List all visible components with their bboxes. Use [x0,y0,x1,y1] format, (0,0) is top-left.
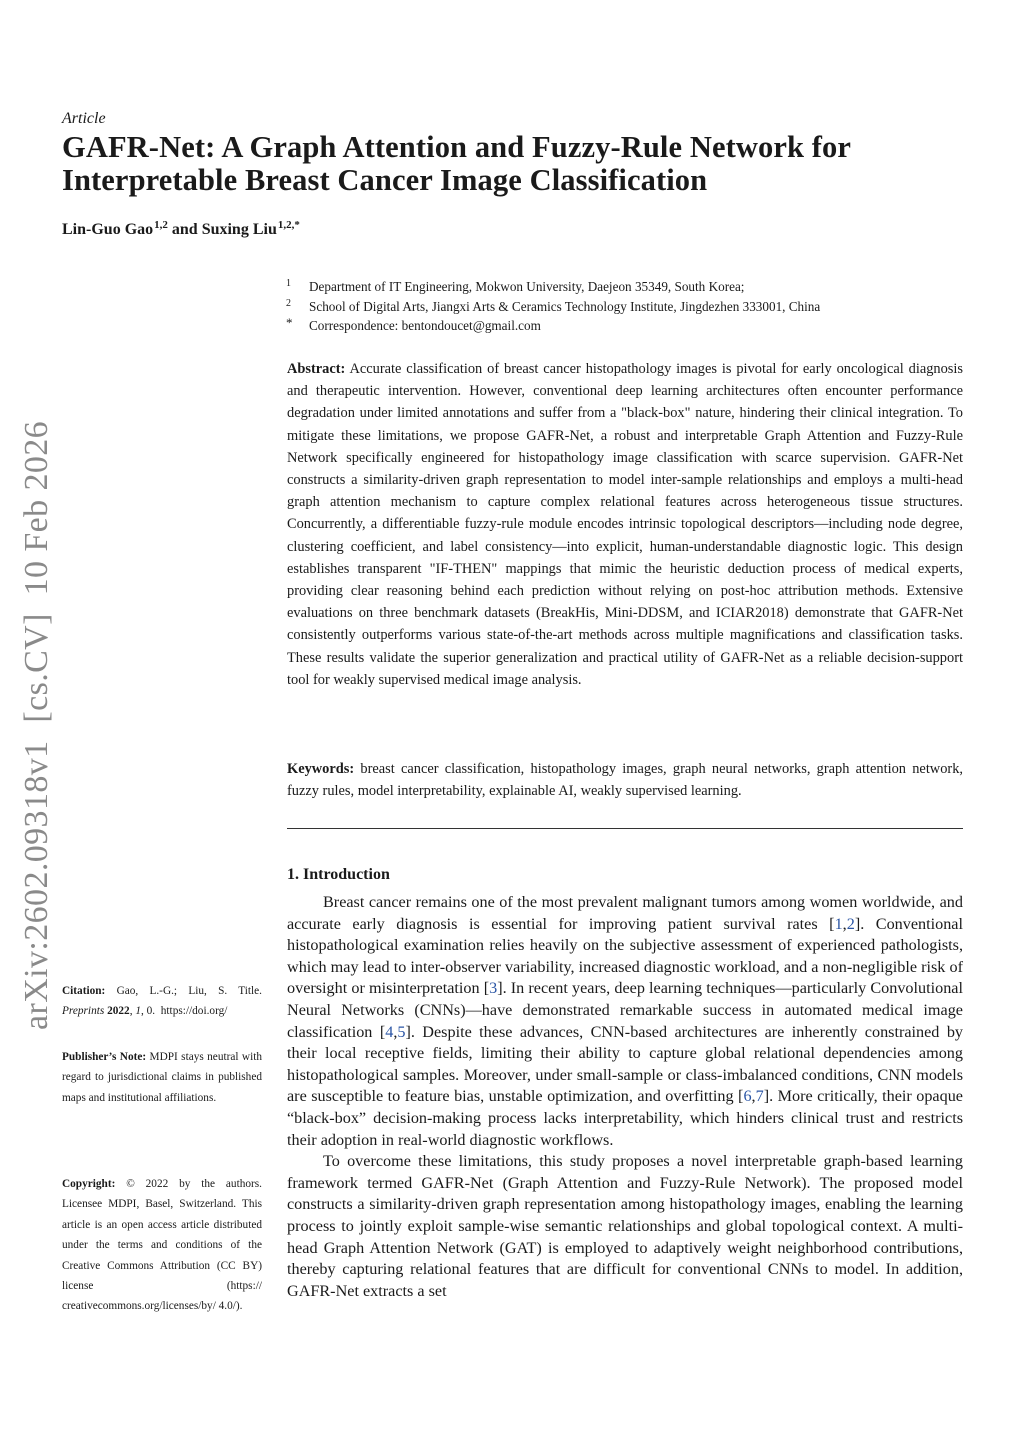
affiliation-item [286,316,966,336]
author-line [62,219,300,239]
publisher-note-label: Publisher’s Note: [62,1051,147,1063]
introduction-paragraph: To overcome these limitations, this study proposes a novel interpretable graph-based learning framework termed GAFR-Net (Graph Attention and Fuzzy-Rule Network). The proposed model constructs a similarity-driven graph representation among histopathology images, enabling the learning process to jointly exploit sample-wise semantic relationships and global topological context. A multi-head Graph Attention Network (GAT) is employed to adaptively weight neighborhood contributions, thereby capturing relational features that are difficult for conventional CNNs to model. In addition, GAFR-Net extracts a set [287,1152,963,1300]
author-affiliation-marks: 1,2 [154,219,168,231]
citation-journal: Preprints [62,1005,105,1018]
keywords-label: Keywords: [287,761,355,777]
citation-link[interactable]: 2 [846,914,855,933]
copyright-text: © 2022 by the authors. Licensee MDPI, Basel, Switzerland. This article is an open access article distributed under the terms and conditions of the Creative Commons Attribution (CC BY) license (https:// creativecommons.org/licenses/by/ 4.0/). [62,1178,262,1313]
affiliation-text: Department of IT Engineering, Mokwon University, Daejeon 35349, South Korea; [309,279,745,294]
citation-doi[interactable]: , 0. https://doi.org/ [141,1005,228,1018]
publisher-note-text: MDPI stays neutral with regard to jurisdictional claims in published maps and institutional affiliations. [62,1051,262,1104]
body-text: ]. In recent years, deep learning techniques—particularly Convolutional Neural Networks (CNNs)—have demonstrated remarkable success in automated medical image classification [ [287,979,963,1041]
author-connector: and [167,221,202,238]
affiliation-item [286,297,966,317]
body-text: ]. Despite these advances, CNN-based architectures are inherently constrained by their local receptive fields, limiting their ability to capture global relational dependencies among histopathological samples. Moreover, under small-sample or class-imbalanced conditions, CNN models are susceptible to feature bias, unstable optimization, and overfitting [ [287,1022,964,1106]
introduction-paragraph [287,892,963,1151]
citation-link[interactable]: 6 [743,1087,752,1106]
paper-title: GAFR-Net: A Graph Attention and Fuzzy-Rule Network for Interpretable Breast Cancer Image Classification [62,130,851,197]
body-text: , [842,914,847,933]
affiliation-mark: 2 [286,297,291,309]
citation-link[interactable]: 3 [489,979,498,998]
citation-label: Citation: [62,985,106,997]
body-text: Breast cancer remains one of the most prevalent malignant tumors among women worldwide, and accurate early diagnosis is essential for improving patient survival rates [ [287,893,963,933]
keywords-text: breast cancer classification, histopathology images, graph neural networks, graph attention network, fuzzy rules, model interpretability, explainable AI, weakly supervised learning. [287,761,963,800]
body-text: , [393,1022,398,1041]
section-heading: 1. Introduction [287,866,390,883]
abstract [287,358,963,691]
citation-year: 2022 [107,1005,130,1018]
introduction-body [287,892,963,1302]
body-text: ]. More critically, their opaque “black-box” decision-making process lacks interpretability, which hinders clinical trust and restricts their adoption in real-world diagnostic workflows. [287,1087,963,1149]
author-affiliation-marks: 1,2,* [277,219,300,231]
section-divider [287,828,963,829]
abstract-label: Abstract: [287,361,346,377]
keywords [287,758,963,802]
copyright-note [62,1174,262,1317]
body-text: ]. Conventional histopathological examination relies heavily on the subjective assessment of experienced pathologists, which may lead to inter-observer variability, increased diagnostic workload, and a non-negligible risk of oversight or misinterpretation [ [287,914,963,998]
author-name: Lin-Guo Gao [62,221,154,238]
copyright-label: Copyright: [62,1178,116,1190]
citation-link[interactable]: 4 [385,1022,394,1041]
abstract-text: Accurate classification of breast cancer histopathology images is pivotal for early oncological diagnosis and therapeutic intervention. However, conventional deep learning architectures often encounter performance degradation under limited annotations and suffer from a "black-box" nature, hindering their clinical integration. To mitigate these limitations, we propose GAFR-Net, a robust and interpretable Graph Attention and Fuzzy-Rule Network specifically engineered for histopathology image classification with scarce supervision. GAFR-Net constructs a similarity-driven graph representation to model inter-sample relationships and employs a multi-head graph attention mechanism to capture complex relational features across heterogeneous tissue structures. Concurrently, a differentiable fuzzy-rule module encodes intrinsic topological descriptors—including node degree, clustering coefficient, and label consistency—into explicit, human-understandable diagnostic logic. This design establishes transparent "IF-THEN" mappings that mimic the heuristic deduction process of medical experts, providing clear reasoning behind each prediction without relying on post-hoc attribution methods. Extensive evaluations on three benchmark datasets (BreakHis, Mini-DDSM, and ICIAR2018) demonstrate that GAFR-Net consistently outperforms various state-of-the-art methods across multiple magnifications and classification tasks. These results validate the superior generalization and practical utility of GAFR-Net as a reliable decision-support tool for weakly supervised medical image analysis. [287,361,963,688]
citation-authors: Gao, L.-G.; Liu, S. Title. [116,985,262,997]
citation-link[interactable]: 7 [755,1087,764,1106]
citation-volume: 1 [135,1005,141,1018]
citation-note: Citation: Gao, L.-G.; Liu, S. Title. Preprints 2022, 1, 0. https://doi.org/ [62,985,262,1018]
correspondence-text: Correspondence: bentondoucet@gmail.com [309,318,541,333]
citation-link[interactable]: 5 [397,1022,406,1041]
publisher-note [62,1047,262,1108]
citation-link[interactable]: 1 [834,914,843,933]
arxiv-identifier-stamp: arXiv:2602.09318v1 [cs.CV] 10 Feb 2026 [18,420,55,1030]
affiliations [286,277,966,336]
author-name: Suxing Liu [201,221,277,238]
body-text: , [751,1087,756,1106]
article-type: Article [62,110,106,127]
affiliation-item [286,277,966,297]
affiliation-text: School of Digital Arts, Jiangxi Arts & Ceramics Technology Institute, Jingdezhen 333001, China [309,298,821,314]
affiliation-mark: 1 [286,278,291,289]
affiliation-mark: * [286,315,293,330]
